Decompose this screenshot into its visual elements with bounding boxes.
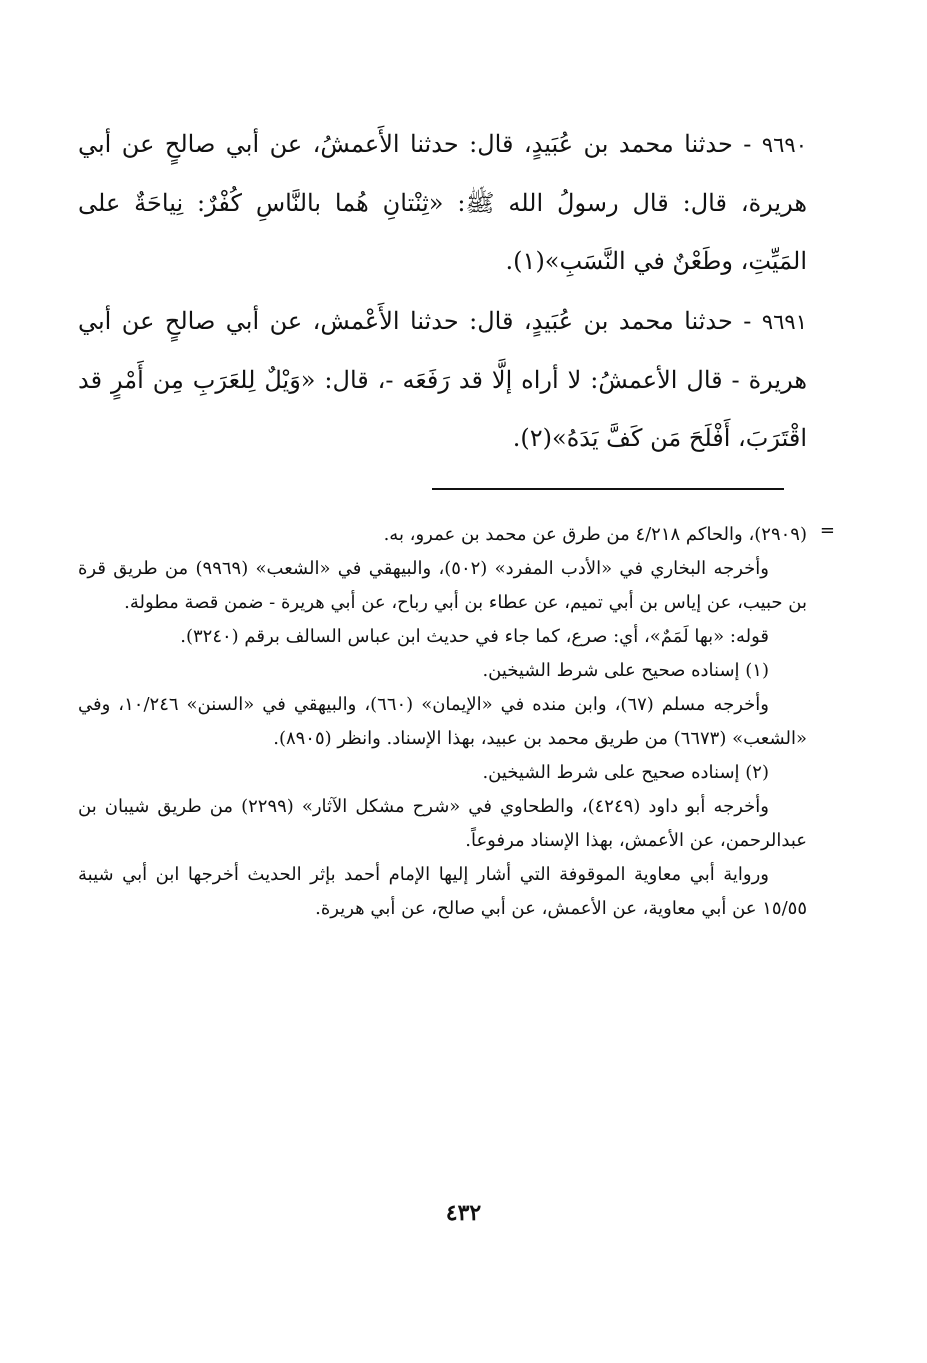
footnote-divider bbox=[432, 488, 784, 490]
hadith-9691 bbox=[78, 292, 807, 467]
hadith-9690 bbox=[78, 115, 807, 290]
footnote-paragraph: وأخرجه مسلم (٦٧)، وابن منده في «الإيمان» (٦٦٠)، والبيهقي في «السنن» ١٠/٢٤٦، وفي «الشعب» (٦٦٧٣) من طريق محمد بن عبيد، بهذا الإسناد. وانظر (٨٩٠٥). bbox=[78, 694, 807, 749]
footnote-paragraph: (٢) إسناده صحيح على شرط الشيخين. bbox=[482, 762, 769, 783]
main-text bbox=[78, 115, 807, 469]
hadith-text: - حدثنا محمد بن عُبَيدٍ، قال: حدثنا الأَعمشُ، عن أبي صالحٍ عن أبي هريرة، قال: قال رسولُ الله ﷺ: «ثِنْتانِ هُما بالنَّاسِ كُفْرٌ: نِياحَةٌ على المَيِّتِ، وطَعْنٌ في النَّسَبِ»(١). bbox=[78, 130, 807, 275]
continuation-mark: = bbox=[819, 520, 835, 541]
hadith-number: ٩٦٩٠ bbox=[761, 133, 807, 157]
hadith-number: ٩٦٩١ bbox=[761, 310, 807, 334]
footnote-paragraph: (١) إسناده صحيح على شرط الشيخين. bbox=[482, 660, 769, 681]
footnote-paragraph: وأخرجه أبو داود (٤٢٤٩)، والطحاوي في «شرح مشكل الآثار» (٢٢٩٩) من طريق شيبان بن عبدالرحمن، عن الأعمش، بهذا الإسناد مرفوعاً. bbox=[78, 796, 807, 851]
footnotes bbox=[78, 518, 807, 926]
footnote-paragraph: ورواية أبي معاوية الموقوفة التي أشار إليها الإمام أحمد بإثر الحديث أخرجها ابن أبي شيبة ١٥/٥٥ عن أبي معاوية، عن الأعمش، عن أبي صالح، عن أبي هريرة. bbox=[78, 864, 807, 919]
footnote-paragraph: وأخرجه البخاري في «الأدب المفرد» (٥٠٢)، والبيهقي في «الشعب» (٩٩٦٩) من طريق قرة بن حبيب، عن إياس بن أبي تميم، عن عطاء بن أبي رباح، عن أبي هريرة - ضمن قصة مطولة. bbox=[78, 558, 807, 613]
hadith-text: - حدثنا محمد بن عُبَيدٍ، قال: حدثنا الأَعْمش، عن أبي صالحٍ عن أبي هريرة - قال الأعمشُ: لا أراه إلَّا قد رَفَعَه -، قال: «وَيْلٌ لِلعَرَبِ مِن أَمْرٍ قد اقْتَرَبَ، أَفْلَحَ مَن كَفَّ يَدَهُ»(٢). bbox=[78, 307, 807, 452]
page-number: ٤٣٢ bbox=[445, 1200, 482, 1226]
footnote-paragraph: قوله: «بها لَمَمٌ»، أي: صرع، كما جاء في حديث ابن عباس السالف برقم (٣٢٤٠). bbox=[180, 626, 769, 647]
footnote-paragraph: (٢٩٠٩)، والحاكم ٤/٢١٨ من طرق عن محمد بن عمرو، به. bbox=[383, 524, 807, 545]
